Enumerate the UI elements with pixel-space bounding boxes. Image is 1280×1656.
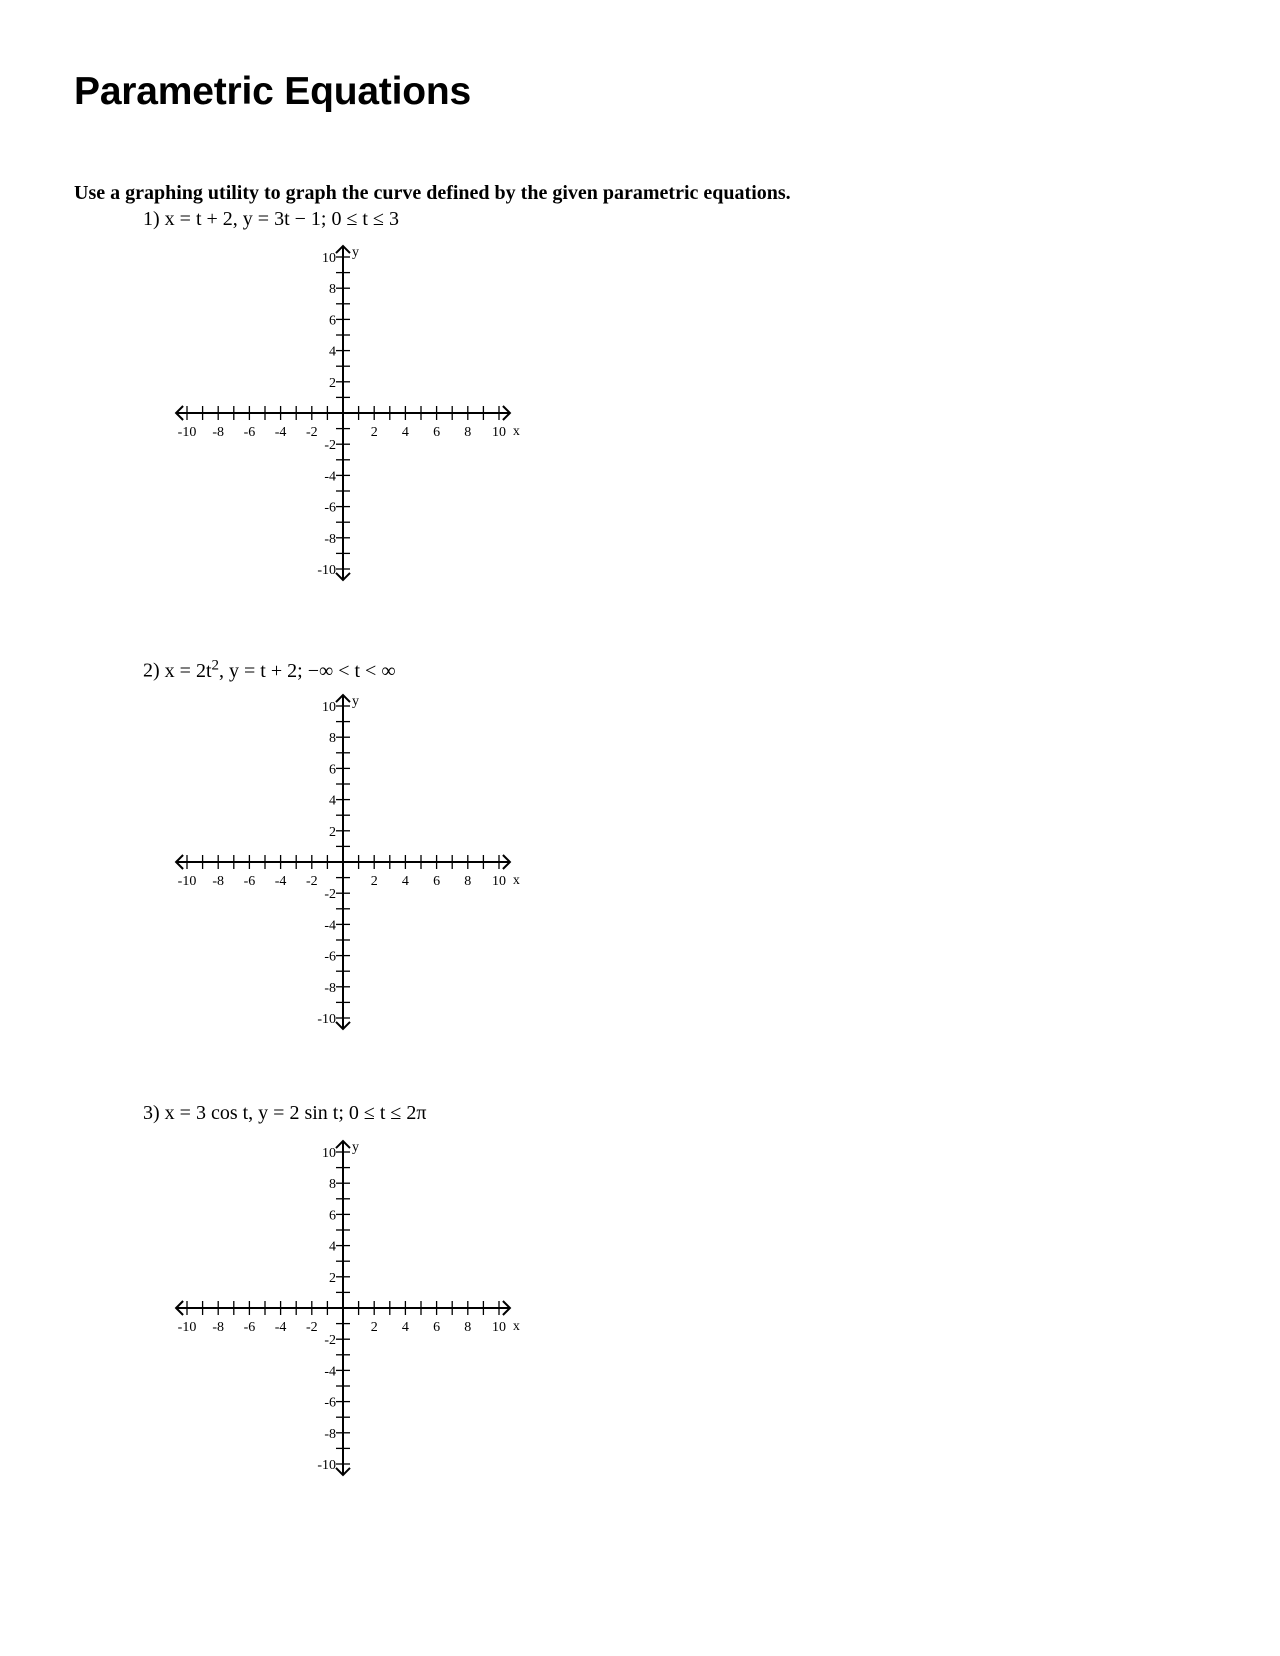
- y-tick-label: -4: [324, 1364, 336, 1380]
- y-tick-label: -4: [324, 469, 336, 485]
- y-tick-label: 8: [329, 1177, 336, 1193]
- x-tick-label: -4: [274, 425, 287, 440]
- x-tick-label: 2: [370, 1320, 378, 1335]
- x-tick-label: 10: [492, 1320, 506, 1335]
- y-tick-label: 8: [329, 731, 336, 747]
- x-tick-label: -4: [274, 874, 287, 889]
- problem-2: [143, 657, 396, 683]
- y-tick-label: 4: [329, 344, 336, 360]
- x-tick-label: -6: [243, 874, 256, 889]
- x-tick-label: 6: [433, 1320, 441, 1335]
- x-axis-label: x: [512, 873, 520, 888]
- y-tick-label: -2: [324, 438, 336, 454]
- coordinate-grid-2: [160, 687, 530, 1047]
- problem-3-number: 3): [143, 1102, 160, 1124]
- x-tick-label: 10: [492, 425, 506, 440]
- x-tick-label: 2: [370, 874, 378, 889]
- instructions: Use a graphing utility to graph the curve defined by the given parametric equations.: [74, 182, 791, 204]
- y-tick-label: -2: [324, 887, 336, 903]
- problem-1-equation: x = t + 2, y = 3t − 1; 0 ≤ t ≤ 3: [164, 208, 399, 230]
- y-tick-label: 6: [329, 762, 336, 778]
- x-tick-label: 4: [401, 874, 409, 889]
- y-tick-label: -8: [324, 1426, 336, 1442]
- x-tick-label: 8: [464, 874, 472, 889]
- y-tick-label: 8: [329, 282, 336, 298]
- y-tick-label: 4: [329, 1239, 336, 1255]
- x-tick-label: 4: [401, 1320, 409, 1335]
- coordinate-grid-3: [160, 1133, 530, 1493]
- problem-2-eq-before: x = 2t: [164, 659, 212, 682]
- y-tick-label: -8: [324, 980, 336, 996]
- y-tick-label: 10: [322, 1146, 336, 1161]
- problem-1: [143, 208, 399, 231]
- problem-2-eq-after: , y = t + 2; −∞ < t < ∞: [219, 659, 396, 682]
- x-tick-label: -8: [212, 425, 225, 440]
- x-tick-label: -4: [274, 1320, 287, 1335]
- y-tick-label: -10: [317, 1458, 336, 1473]
- y-tick-label: -10: [317, 563, 336, 578]
- y-tick-label: 4: [329, 793, 336, 809]
- x-tick-label: -8: [212, 874, 225, 889]
- x-axis-label: x: [512, 424, 520, 439]
- problem-1-number: 1): [143, 208, 160, 230]
- problem-2-number: 2): [143, 659, 160, 682]
- page-title: Parametric Equations: [74, 70, 471, 113]
- y-tick-label: -6: [324, 949, 336, 965]
- y-axis-label: y: [352, 1140, 359, 1156]
- x-tick-label: 6: [433, 874, 441, 889]
- y-tick-label: -6: [324, 500, 336, 516]
- y-axis-label: y: [352, 245, 359, 261]
- x-tick-label: 2: [370, 425, 378, 440]
- y-tick-label: 10: [322, 251, 336, 266]
- x-axis-label: x: [512, 1319, 520, 1334]
- y-axis-label: y: [352, 694, 359, 710]
- x-tick-label: 10: [492, 874, 506, 889]
- x-tick-label: 4: [401, 425, 409, 440]
- problem-3-equation: x = 3 cos t, y = 2 sin t; 0 ≤ t ≤ 2π: [164, 1102, 427, 1124]
- y-tick-label: 2: [329, 375, 336, 391]
- y-tick-label: 10: [322, 700, 336, 715]
- x-tick-label: -2: [305, 1320, 318, 1335]
- y-tick-label: 6: [329, 1208, 336, 1224]
- x-tick-label: -6: [243, 425, 256, 440]
- y-tick-label: 6: [329, 313, 336, 329]
- x-tick-label: -10: [177, 1320, 197, 1335]
- x-tick-label: 6: [433, 425, 441, 440]
- y-tick-label: -2: [324, 1333, 336, 1349]
- x-tick-label: 8: [464, 425, 472, 440]
- y-tick-label: -8: [324, 531, 336, 547]
- x-tick-label: -2: [305, 425, 318, 440]
- x-tick-label: -10: [177, 874, 197, 889]
- y-tick-label: -6: [324, 1395, 336, 1411]
- x-tick-label: -8: [212, 1320, 225, 1335]
- x-tick-label: -6: [243, 1320, 256, 1335]
- problem-2-equation: [164, 657, 396, 682]
- coordinate-grid-1: [160, 238, 530, 598]
- x-tick-label: -10: [177, 425, 197, 440]
- problem-2-eq-exponent: 2: [211, 657, 220, 673]
- problem-3: [143, 1102, 427, 1125]
- y-tick-label: -10: [317, 1012, 336, 1027]
- y-tick-label: 2: [329, 824, 336, 840]
- y-tick-label: 2: [329, 1270, 336, 1286]
- x-tick-label: -2: [305, 874, 318, 889]
- x-tick-label: 8: [464, 1320, 472, 1335]
- y-tick-label: -4: [324, 918, 336, 934]
